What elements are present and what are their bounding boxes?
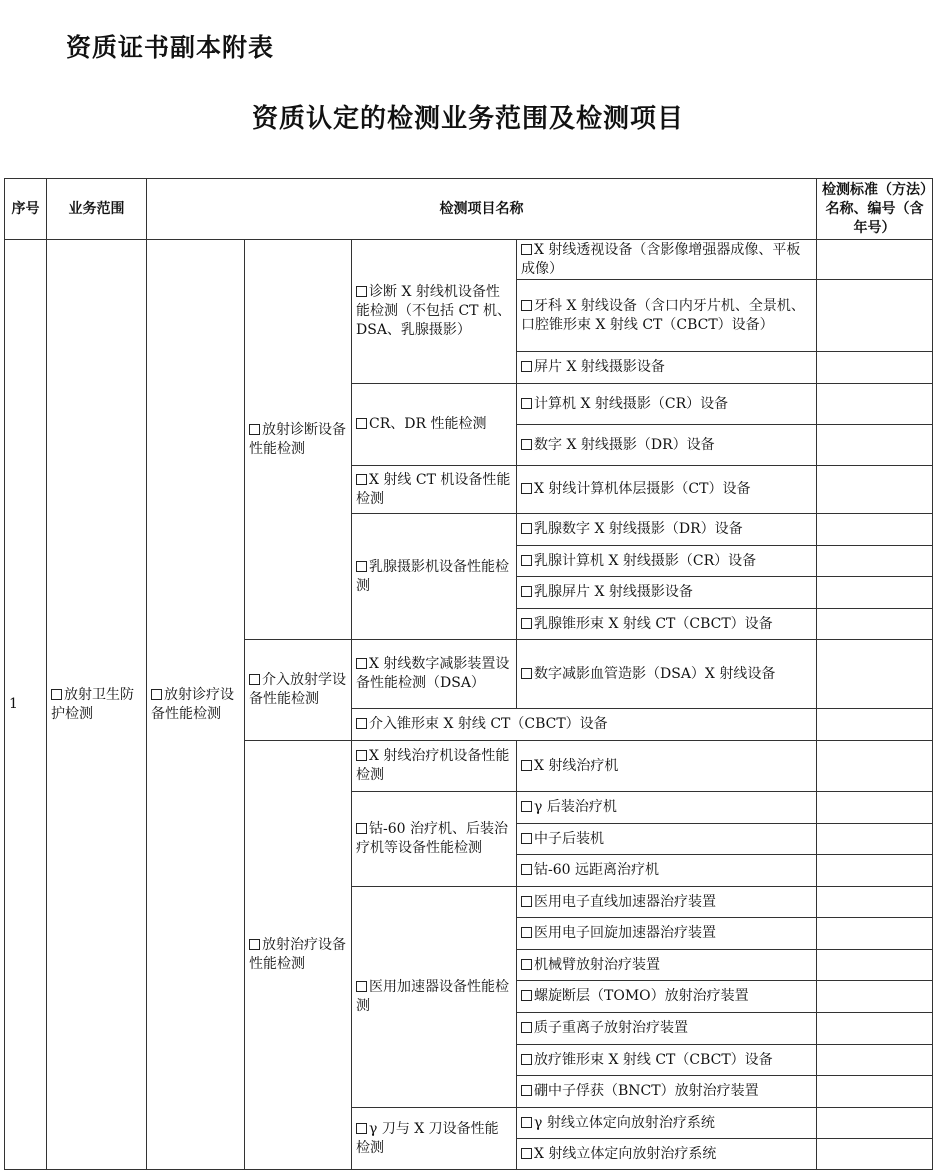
item-label: 乳腺数字 X 射线摄影（DR）设备 <box>534 521 743 537</box>
checkbox[interactable] <box>356 474 367 485</box>
checkbox[interactable] <box>521 361 532 372</box>
item-label: 质子重离子放射治疗装置 <box>534 1020 688 1036</box>
sub-interv-cell <box>245 640 352 741</box>
item-cell <box>517 1076 817 1108</box>
item-cell <box>517 918 817 950</box>
group-cell <box>352 741 517 792</box>
checkbox[interactable] <box>356 718 367 729</box>
standard-cell <box>817 709 933 741</box>
checkbox[interactable] <box>249 424 260 435</box>
checkbox[interactable] <box>521 300 532 311</box>
checkbox[interactable] <box>521 1085 532 1096</box>
checkbox[interactable] <box>51 689 62 700</box>
group-cell <box>352 514 517 640</box>
group-label: X 射线数字减影装置设备性能检测（DSA） <box>356 656 510 691</box>
standard-cell <box>817 741 933 792</box>
item-cell <box>517 792 817 824</box>
standard-cell <box>817 425 933 466</box>
item-cell <box>517 425 817 466</box>
sub-label: 放射治疗设备性能检测 <box>249 937 346 972</box>
checkbox[interactable] <box>521 833 532 844</box>
checkbox[interactable] <box>521 896 532 907</box>
category-label: 放射诊疗设备性能检测 <box>151 686 234 722</box>
item-label: 数字 X 射线摄影（DR）设备 <box>534 436 715 453</box>
item-label: 医用电子回旋加速器治疗装置 <box>534 925 716 941</box>
table-row <box>5 240 933 280</box>
group-label: γ 刀与 X 刀设备性能检测 <box>356 1120 499 1156</box>
group-label: X 射线治疗机设备性能检测 <box>356 748 510 783</box>
checkbox[interactable] <box>521 990 532 1001</box>
checkbox[interactable] <box>521 439 532 450</box>
checkbox[interactable] <box>521 668 532 679</box>
header-standard: 检测标准（方法）名称、编号（含年号） <box>817 179 933 240</box>
standard-cell <box>817 887 933 918</box>
checkbox[interactable] <box>356 561 367 572</box>
item-cell <box>517 280 817 352</box>
sub-therapy-cell <box>245 741 352 1170</box>
item-label: 医用电子直线加速器治疗装置 <box>534 893 716 910</box>
item-cell <box>517 352 817 384</box>
group-label: X 射线 CT 机设备性能检测 <box>356 471 511 507</box>
item-label: γ 射线立体定向放射治疗系统 <box>534 1114 715 1131</box>
header-item-name: 检测项目名称 <box>147 179 817 240</box>
group-label: CR、DR 性能检测 <box>369 416 487 432</box>
standard-cell <box>817 280 933 352</box>
standard-cell <box>817 855 933 887</box>
checkbox[interactable] <box>521 555 532 566</box>
item-label: 计算机 X 射线摄影（CR）设备 <box>534 395 729 412</box>
checkbox[interactable] <box>521 927 532 938</box>
item-label: 螺旋断层（TOMO）放射治疗装置 <box>534 988 749 1004</box>
checkbox[interactable] <box>356 418 367 429</box>
checkbox[interactable] <box>521 398 532 409</box>
group-cell <box>352 240 517 384</box>
group-cell <box>352 466 517 514</box>
checkbox[interactable] <box>521 959 532 970</box>
checkbox[interactable] <box>249 674 260 685</box>
header-scope: 业务范围 <box>47 179 147 240</box>
header-seq: 序号 <box>5 179 47 240</box>
standard-cell <box>817 352 933 384</box>
item-cell <box>517 609 817 640</box>
item-label: 中子后装机 <box>534 830 604 847</box>
checkbox[interactable] <box>249 939 260 950</box>
group-cell <box>352 887 517 1108</box>
scope-label: 放射卫生防护检测 <box>51 686 134 722</box>
standard-cell <box>817 792 933 824</box>
item-label: 硼中子俘获（BNCT）放射治疗装置 <box>534 1083 759 1099</box>
item-label: 乳腺锥形束 X 射线 CT（CBCT）设备 <box>534 615 773 632</box>
checkbox[interactable] <box>521 523 532 534</box>
category-cell <box>147 240 245 1170</box>
item-cell <box>517 741 817 792</box>
item-label: 钴-60 远距离治疗机 <box>534 862 659 878</box>
group-cell <box>352 384 517 466</box>
group-cell <box>352 640 517 709</box>
standard-cell <box>817 466 933 514</box>
checkbox[interactable] <box>151 689 162 700</box>
item-cell <box>517 855 817 887</box>
item-label: X 射线透视设备（含影像增强器成像、平板成像） <box>521 241 801 277</box>
document-title: 资质证书副本附表 <box>66 33 275 62</box>
item-cell <box>517 640 817 709</box>
item-cell <box>517 546 817 577</box>
item-label: 机械臂放射治疗装置 <box>534 956 660 973</box>
sub-label: 放射诊断设备性能检测 <box>249 421 346 457</box>
standard-cell <box>817 918 933 950</box>
checkbox[interactable] <box>356 1123 367 1134</box>
item-cell <box>517 1013 817 1045</box>
item-cell <box>517 466 817 514</box>
checkbox[interactable] <box>356 823 367 834</box>
checkbox[interactable] <box>356 286 367 297</box>
checkbox[interactable] <box>521 618 532 629</box>
standard-cell <box>817 1013 933 1045</box>
group-label: 医用加速器设备性能检测 <box>356 979 509 1014</box>
scope-table <box>4 178 933 1170</box>
row-seq: 1 <box>5 240 47 1170</box>
item-label: 乳腺屏片 X 射线摄影设备 <box>534 584 693 600</box>
item-cell <box>517 1108 817 1139</box>
item-cell <box>517 240 817 280</box>
item-cell <box>517 824 817 855</box>
standard-cell <box>817 1045 933 1076</box>
item-label: 数字减影血管造影（DSA）X 射线设备 <box>534 665 776 682</box>
item-label: 放疗锥形束 X 射线 CT（CBCT）设备 <box>534 1051 773 1068</box>
item-cell <box>517 981 817 1013</box>
checkbox[interactable] <box>521 1022 532 1033</box>
checkbox[interactable] <box>521 864 532 875</box>
sub-diag-cell <box>245 240 352 640</box>
scope-cell <box>47 240 147 1170</box>
item-cell <box>517 1139 817 1170</box>
item-cell <box>517 384 817 425</box>
checkbox[interactable] <box>356 981 367 992</box>
standard-cell <box>817 1076 933 1108</box>
standard-cell <box>817 640 933 709</box>
item-cell <box>517 577 817 609</box>
checkbox[interactable] <box>521 801 532 812</box>
checkbox[interactable] <box>521 586 532 597</box>
group-label: 钴-60 治疗机、后装治疗机等设备性能检测 <box>356 821 508 856</box>
item-label: X 射线立体定向放射治疗系统 <box>534 1145 717 1162</box>
standard-cell <box>817 240 933 280</box>
standard-cell <box>817 384 933 425</box>
table-title: 资质认定的检测业务范围及检测项目 <box>251 104 684 134</box>
group-cell <box>352 792 517 887</box>
standard-cell <box>817 609 933 640</box>
item-cell <box>517 514 817 546</box>
standard-cell <box>817 1139 933 1170</box>
standard-cell <box>817 514 933 546</box>
checkbox[interactable] <box>521 1148 532 1159</box>
group-cell <box>352 1108 517 1170</box>
item-label: 屏片 X 射线摄影设备 <box>534 359 665 375</box>
checkbox[interactable] <box>521 1054 532 1065</box>
item-label: 乳腺计算机 X 射线摄影（CR）设备 <box>534 552 757 569</box>
checkbox[interactable] <box>521 760 532 771</box>
group-label: 诊断 X 射线机设备性能检测（不包括 CT 机、DSA、乳腺摄影） <box>356 284 511 338</box>
item-label: 介入锥形束 X 射线 CT（CBCT）设备 <box>369 716 608 732</box>
standard-cell <box>817 577 933 609</box>
group-label: 乳腺摄影机设备性能检测 <box>356 558 509 594</box>
standard-cell <box>817 1108 933 1139</box>
item-cell <box>517 1045 817 1076</box>
header-row <box>5 179 933 240</box>
sub-label: 介入放射学设备性能检测 <box>249 672 346 707</box>
item-label: 牙科 X 射线设备（含口内牙片机、全景机、口腔锥形束 X 射线 CT（CBCT）设备） <box>521 297 805 333</box>
standard-cell <box>817 981 933 1013</box>
checkbox[interactable] <box>521 1117 532 1128</box>
checkbox[interactable] <box>521 483 532 494</box>
item-label: X 射线计算机体层摄影（CT）设备 <box>534 481 751 497</box>
checkbox[interactable] <box>521 244 532 255</box>
item-cell <box>352 709 817 741</box>
checkbox[interactable] <box>356 658 367 669</box>
item-label: X 射线治疗机 <box>534 757 619 774</box>
standard-cell <box>817 824 933 855</box>
standard-cell <box>817 546 933 577</box>
item-cell <box>517 887 817 918</box>
checkbox[interactable] <box>356 750 367 761</box>
standard-cell <box>817 950 933 981</box>
item-label: γ 后装治疗机 <box>534 799 617 815</box>
item-cell <box>517 950 817 981</box>
